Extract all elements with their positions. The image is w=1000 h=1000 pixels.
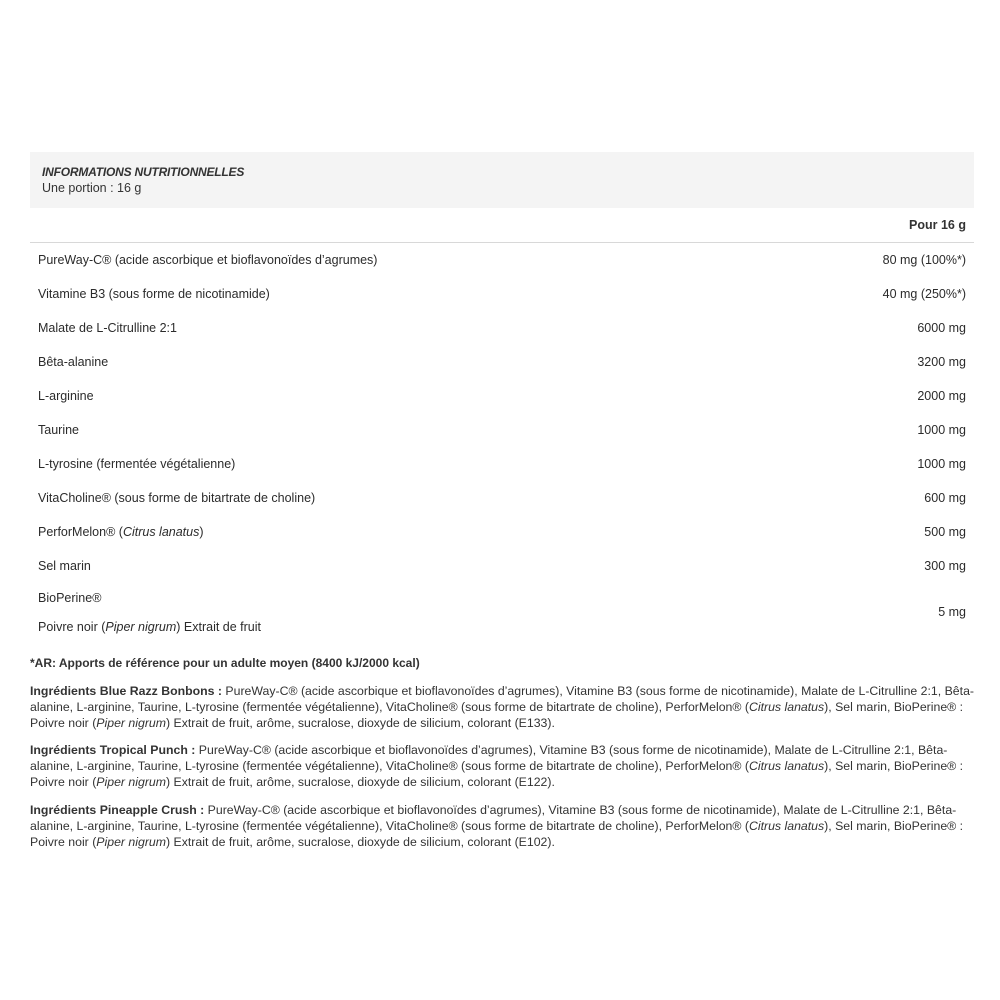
ingredients-text: ), Sel marin, BioPerine® : Poivre noir ( [30, 819, 964, 849]
table-row [30, 583, 974, 641]
nutrient-amount: 500 mg [924, 525, 966, 539]
ingredients-text: ), Sel marin, BioPerine® : Poivre noir ( [30, 759, 964, 789]
nutrient-subname [38, 620, 261, 634]
table-row [30, 481, 974, 515]
table-row [30, 345, 974, 379]
nutrition-table [30, 152, 974, 641]
nutrient-name: Taurine [38, 423, 79, 437]
serving-size: Une portion : 16 g [42, 181, 142, 195]
nutrient-amount: 40 mg (250%*) [882, 287, 966, 301]
ingredients-label: Ingrédients Pineapple Crush : [30, 803, 205, 817]
nutrient-name: Vitamine B3 (sous forme de nicotinamide) [38, 287, 270, 301]
ingredients-text: PureWay-C® (acide ascorbique et bioflavonoïdes d’agrumes), Vitamine B3 (sous forme de nicotinamide), Malate de L-Citrulline 2:1, Bêta-alanine, L-arginine, Taurine, L-tyrosine (fermentée végétalienne), VitaCholine® (sous forme de bitartrate de choline), PerforMelon® ( [30, 743, 948, 773]
nutrient-name: Malate de L-Citrulline 2:1 [38, 321, 177, 335]
nutrient-amount: 2000 mg [917, 389, 966, 403]
table-row [30, 311, 974, 345]
ingredients-text: ) Extrait de fruit, arôme, sucralose, dioxyde de silicium, colorant (E133). [166, 716, 555, 730]
latin-name: Piper nigrum [96, 835, 167, 849]
nutrient-amount: 600 mg [924, 491, 966, 505]
table-row [30, 379, 974, 413]
latin-name: Piper nigrum [96, 716, 167, 730]
column-header [30, 208, 974, 243]
nutrient-name: L-arginine [38, 389, 94, 403]
nutrient-amount: 1000 mg [917, 423, 966, 437]
latin-name: Citrus lanatus [122, 525, 200, 539]
table-row [30, 549, 974, 583]
ingredients-text: PureWay-C® (acide ascorbique et bioflavonoïdes d’agrumes), Vitamine B3 (sous forme de nicotinamide), Malate de L-Citrulline 2:1, Bêta-alanine, L-arginine, Taurine, L-tyrosine (fermentée végétalienne), VitaCholine® (sous forme de bitartrate de choline), PerforMelon® ( [30, 684, 974, 714]
nutrient-amount: 5 mg [938, 605, 966, 619]
nutrient-amount: 3200 mg [917, 355, 966, 369]
nutrient-amount: 6000 mg [917, 321, 966, 335]
nutrient-amount: 300 mg [924, 559, 966, 573]
name-part: ) [199, 525, 204, 539]
nutrient-name: Bêta-alanine [38, 355, 109, 369]
reference-intake-note: *AR: Apports de référence pour un adulte moyen (8400 kJ/2000 kcal) [30, 656, 420, 670]
nutrient-name: PureWay-C® (acide ascorbique et bioflavonoïdes d’agrumes) [38, 253, 378, 267]
latin-name: Piper nigrum [105, 620, 177, 634]
ingredients-label: Ingrédients Blue Razz Bonbons : [30, 684, 222, 698]
table-row [30, 447, 974, 481]
ingredients-text: ) Extrait de fruit, arôme, sucralose, dioxyde de silicium, colorant (E122). [166, 775, 555, 789]
ingredients-text: PureWay-C® (acide ascorbique et bioflavonoïdes d’agrumes), Vitamine B3 (sous forme de nicotinamide), Malate de L-Citrulline 2:1, Bêta-alanine, L-arginine, Taurine, L-tyrosine (fermentée végétalienne), VitaCholine® (sous forme de bitartrate de choline), PerforMelon® ( [30, 803, 957, 833]
ingredients-tropical-punch [30, 742, 974, 790]
name-part: Poivre noir ( [38, 620, 106, 634]
table-row [30, 243, 974, 277]
nutrient-name: Sel marin [38, 559, 91, 573]
nutrient-amount: 80 mg (100%*) [882, 253, 966, 267]
latin-name: Citrus lanatus [748, 700, 825, 714]
ingredients-text: ) Extrait de fruit, arôme, sucralose, dioxyde de silicium, colorant (E102). [166, 835, 555, 849]
nutrient-amount: 1000 mg [917, 457, 966, 471]
latin-name: Citrus lanatus [748, 759, 825, 773]
ingredients-blue-razz [30, 683, 974, 731]
name-part: ) Extrait de fruit [176, 620, 262, 634]
nutrient-name: VitaCholine® (sous forme de bitartrate de choline) [38, 491, 316, 505]
ingredients-pineapple-crush [30, 802, 974, 850]
nutrition-header [30, 152, 974, 208]
per-serving-header: Pour 16 g [909, 218, 966, 232]
ingredients-label: Ingrédients Tropical Punch : [30, 743, 196, 757]
nutrient-name [38, 525, 204, 539]
table-row [30, 277, 974, 311]
table-row [30, 515, 974, 549]
nutrient-name: L-tyrosine (fermentée végétalienne) [38, 457, 236, 471]
nutrition-title: INFORMATIONS NUTRITIONNELLES [42, 165, 245, 179]
table-row [30, 413, 974, 447]
nutrient-name: BioPerine® [38, 591, 102, 605]
latin-name: Piper nigrum [96, 775, 167, 789]
latin-name: Citrus lanatus [748, 819, 825, 833]
ingredients-text: ), Sel marin, BioPerine® : Poivre noir ( [30, 700, 964, 730]
name-part: PerforMelon® ( [38, 525, 123, 539]
